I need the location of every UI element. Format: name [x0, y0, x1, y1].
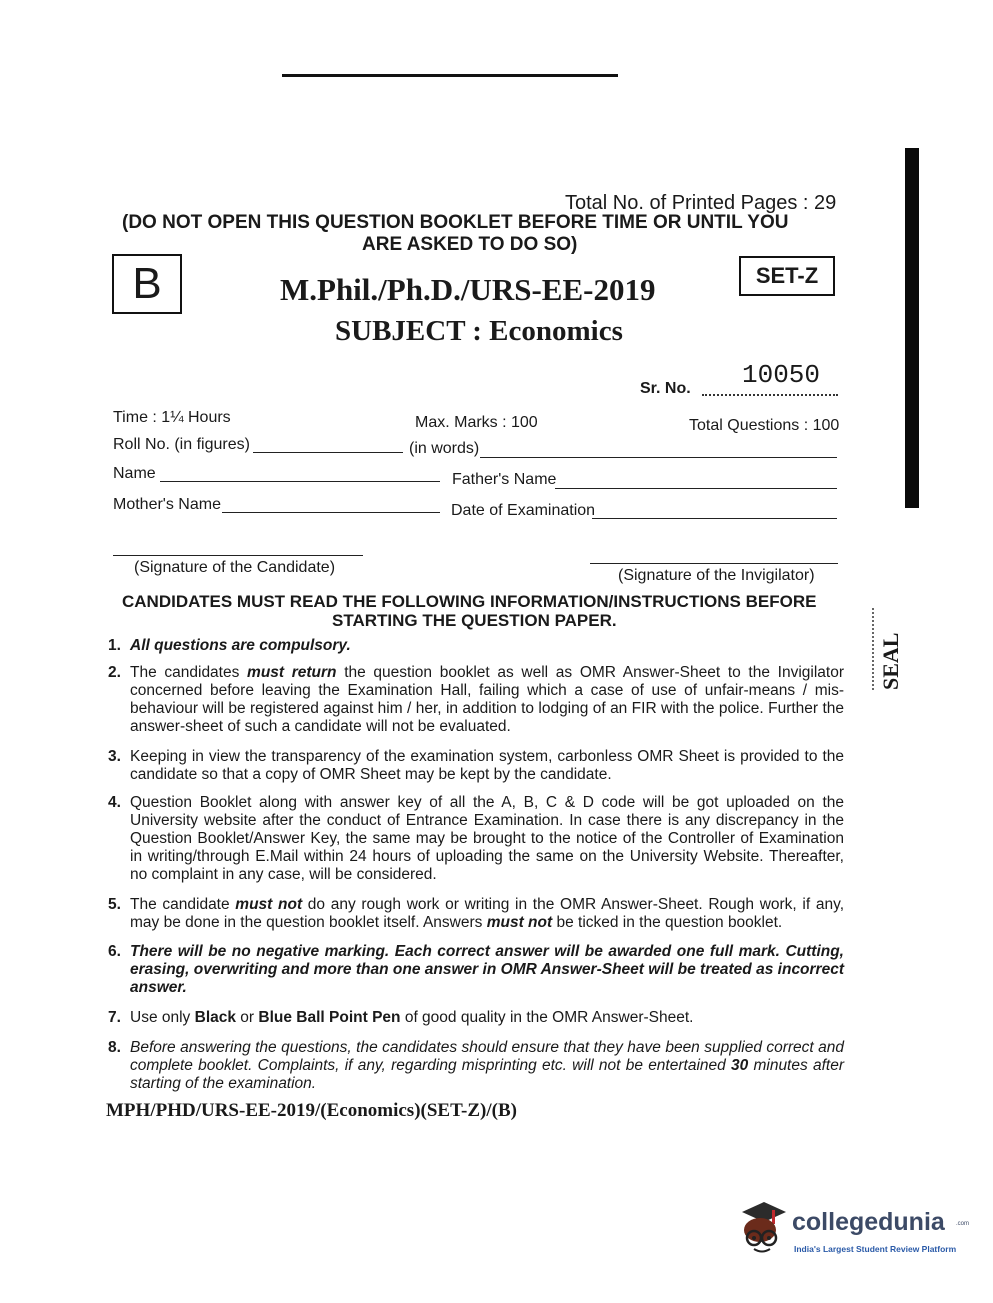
- instruction-text: There will be no negative marking. Each correct answer will be awarded one full mark. Cutting, erasing, overwriting and more than one answer in OMR Answer-Sheet will be treated as incorrect answer.: [130, 943, 844, 996]
- time-label: Time : 1¼ Hours: [113, 409, 231, 426]
- instruction-emphasis: 30: [730, 1057, 749, 1074]
- instruction-text: The candidate: [130, 896, 236, 913]
- instructions-heading: [122, 592, 837, 630]
- instruction-number: 1.: [108, 637, 121, 654]
- name-label: Name: [113, 465, 156, 482]
- instruction-8: [108, 1039, 844, 1093]
- instructions-heading-line-1: CANDIDATES MUST READ THE FOLLOWING INFORMATION/INSTRUCTIONS BEFORE: [122, 592, 817, 611]
- instruction-text: the question booklet as well as OMR Answer-Sheet to the Invigilator concerned before leaving the Examination Hall, failing which a case of use of unfair-means / mis-behaviour will be registered against him / her, in addition to lodging of an FIR with the police. Further the answer-sheet of such a candidate will not be evaluated.: [130, 664, 844, 735]
- serial-label: Sr. No.: [640, 380, 691, 397]
- instruction-6: [108, 943, 844, 997]
- brand-domain: .com: [956, 1221, 970, 1227]
- set-box: SET-Z: [739, 256, 835, 296]
- mother-name-label: Mother's Name: [113, 496, 221, 513]
- instruction-3: [108, 748, 844, 784]
- invigilator-signature-label: (Signature of the Invigilator): [618, 567, 815, 584]
- instruction-number: 8.: [108, 1039, 121, 1056]
- serial-dotted-line: [702, 394, 838, 396]
- instruction-emphasis: must not: [486, 914, 553, 931]
- roll-words-field[interactable]: [480, 457, 837, 458]
- candidate-signature-label: (Signature of the Candidate): [134, 559, 336, 576]
- instruction-emphasis: Black: [194, 1009, 236, 1026]
- max-marks-label: Max. Marks : 100: [415, 414, 538, 431]
- page-edge-bar: [905, 148, 919, 508]
- instruction-2: [108, 664, 844, 736]
- booklet-code-box: B: [112, 254, 182, 314]
- instruction-text: The candidates: [130, 664, 248, 681]
- instruction-number: 7.: [108, 1009, 121, 1026]
- brand-name: collegedunia: [792, 1208, 945, 1236]
- instruction-text: minutes after starting of the examination.: [130, 1057, 844, 1092]
- mascot-icon: [736, 1198, 792, 1256]
- instruction-4: [108, 794, 844, 884]
- subject-title: SUBJECT : Economics: [335, 315, 623, 347]
- invigilator-signature-line[interactable]: [590, 563, 838, 564]
- instruction-text: Question Booklet along with answer key of all the A, B, C & D code will be got uploaded on the University website after the conduct of Entrance Examination. In case there is any discrepancy in the Question Booklet/Answer Key, the same may be brought to the notice of the Controller of Examination in writing/through E.Mail within 24 hours of uploading the same on the University Website. Thereafter, no complaint in any case, will be considered.: [130, 794, 844, 883]
- warning-text: [122, 212, 827, 256]
- instruction-number: 4.: [108, 794, 121, 811]
- date-exam-field[interactable]: [592, 518, 837, 519]
- serial-number: 10050: [742, 360, 821, 390]
- instruction-text: be ticked in the question booklet.: [552, 914, 783, 931]
- instruction-text: Use only: [130, 1009, 195, 1026]
- instruction-5: [108, 896, 844, 932]
- instruction-number: 2.: [108, 664, 121, 681]
- instruction-number: 3.: [108, 748, 121, 765]
- instruction-1: [108, 637, 844, 655]
- roll-words-label: (in words): [409, 440, 480, 457]
- instruction-text: do any rough work or writing in the OMR Answer-Sheet. Rough work, if any, may be done in the question booklet itself. Answers: [130, 896, 844, 931]
- instruction-text: of good quality in the OMR Answer-Sheet.: [400, 1009, 694, 1026]
- brand-tagline: India's Largest Student Review Platform: [794, 1244, 957, 1254]
- instruction-text: Keeping in view the transparency of the examination system, carbonless OMR Sheet is provided to the candidate so that a copy of OMR Sheet may be kept by the candidate.: [130, 748, 844, 783]
- exam-title: M.Phil./Ph.D./URS-EE-2019: [280, 272, 656, 307]
- instruction-emphasis: must not: [235, 896, 303, 913]
- instruction-text: All questions are compulsory.: [130, 637, 351, 654]
- father-name-field[interactable]: [555, 488, 837, 489]
- instruction-text: or: [236, 1009, 259, 1026]
- top-rule: [282, 74, 618, 77]
- date-exam-label: Date of Examination: [451, 502, 596, 519]
- instruction-7: [108, 1009, 844, 1027]
- total-questions-label: Total Questions : 100: [689, 417, 840, 434]
- mother-name-field[interactable]: [222, 512, 440, 513]
- instruction-number: 6.: [108, 943, 121, 960]
- seal-label: SEAL: [878, 632, 903, 690]
- father-name-label: Father's Name: [452, 471, 557, 488]
- footer-code: MPH/PHD/URS-EE-2019/(Economics)(SET-Z)/(B): [106, 1100, 517, 1121]
- warning-line-1: (DO NOT OPEN THIS QUESTION BOOKLET BEFORE TIME OR UNTIL YOU: [122, 212, 789, 233]
- roll-figures-label: Roll No. (in figures): [113, 436, 250, 453]
- instruction-emphasis: must return: [247, 664, 337, 681]
- instruction-emphasis: Blue Ball Point Pen: [258, 1009, 401, 1026]
- candidate-signature-line[interactable]: [113, 555, 363, 556]
- instruction-number: 5.: [108, 896, 121, 913]
- instruction-text: Before answering the questions, the candidates should ensure that they have been supplied correct and complete booklet. Complaints, if any, regarding misprinting etc. will not be entertained: [130, 1039, 844, 1074]
- roll-figures-field[interactable]: [253, 452, 403, 453]
- instructions-heading-line-2: STARTING THE QUESTION PAPER.: [332, 611, 617, 630]
- warning-line-2: ARE ASKED TO DO SO): [362, 234, 578, 255]
- name-field[interactable]: [160, 481, 440, 482]
- total-pages: Total No. of Printed Pages : 29: [565, 192, 837, 214]
